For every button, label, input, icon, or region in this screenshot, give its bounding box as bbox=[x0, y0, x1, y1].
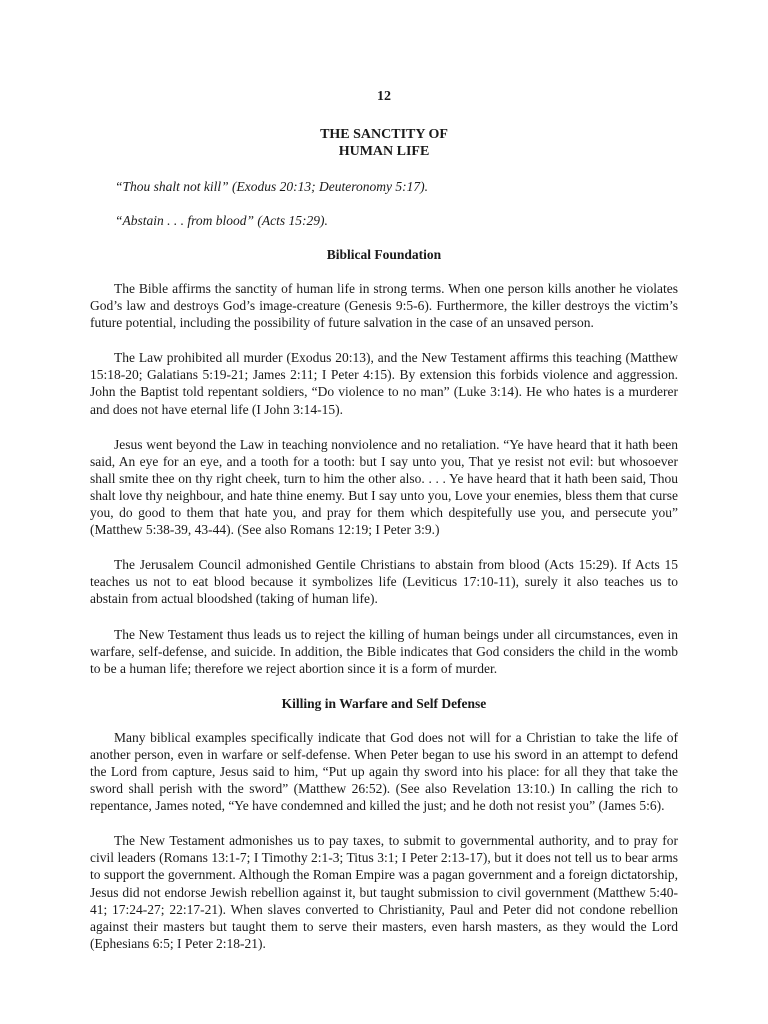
chapter-title-line-2: HUMAN LIFE bbox=[338, 144, 430, 159]
section-heading: Killing in Warfare and Self Defense bbox=[281, 695, 487, 711]
section-heading: Biblical Foundation bbox=[326, 247, 442, 262]
paragraph: The Jerusalem Council admonished Gentile Christians to abstain from blood (Acts 15:29). If Acts 15 teaches us not to eat blood because it symbolizes life (Leviticus 17:10-11), surely it also teaches us to abstain from actual bloodshed (taking of human life). bbox=[90, 557, 678, 607]
paragraph: The Law prohibited all murder (Exodus 20:13), and the New Testament affirms this teaching (Matthew 15:18-20; Galatians 5:19-21; James 2:11; I Peter 4:15). By extension this forbids violence and aggression. John the Baptist told repentant soldiers, “Do violence to no man” (Luke 3:14). He who hates is a murderer and does not have eternal life (I John 3:14-15). bbox=[90, 350, 678, 417]
paragraph: The New Testament thus leads us to reject the killing of human beings under all circumstances, even in warfare, self-defense, and suicide. In addition, the Bible indicates that God considers the child in the womb to be a human life; therefore we reject abortion since it is a form of murder. bbox=[90, 626, 678, 676]
paragraph: The New Testament admonishes us to pay taxes, to submit to governmental authority, and to pray for civil leaders (Romans 13:1-7; I Timothy 2:1-3; Titus 3:1; I Peter 2:13-17), but it does not tell us to bear arms to support the government. Although the Roman Empire was a pagan government and a foreign dictatorship, Jesus did not endorse Jewish rebellion against it, but taught submission to civil government (Matthew 5:40-41; 17:24-27; 22:17-21). When slaves converted to Christianity, Paul and Peter did not condone rebellion against their masters but taught them to serve their masters, even harsh masters, as they would the Lord (Ephesians 6:5; I Peter 2:18-21). bbox=[90, 833, 678, 951]
paragraph: Jesus went beyond the Law in teaching nonviolence and no retaliation. “Ye have heard that it hath been said, An eye for an eye, and a tooth for a tooth: but I say unto you, That ye resist not evil: but whosoever shall smite thee on thy right cheek, turn to him the other also. . . . Ye have heard that it hath been said, Thou shalt love thy neighbour, and hate thine enemy. But I say unto you, Love your enemies, bless them that curse you, do good to them that hate you, and pray for them which despitefully use you, and persecute you” (Matthew 5:38-39, 43-44). (See also Romans 12:19; I Peter 3:9.) bbox=[90, 436, 678, 538]
chapter-number: 12 bbox=[377, 89, 391, 104]
chapter-title-line-1: THE SANCTITY OF bbox=[320, 127, 448, 142]
paragraph: Many biblical examples specifically indicate that God does not will for a Christian to take the life of another person, even in warfare or self-defense. When Peter began to use his sword in an attempt to defend the Lord from capture, Jesus said to him, “Put up again thy sword into his place: for all they that take the sword shall perish with the sword” (Matthew 26:52). (See also Revelation 13:10.) In calling the rich to repentance, James noted, “Ye have condemned and killed the just; and he doth not resist you” (James 5:6). bbox=[90, 729, 678, 814]
epigraph-exodus: “Thou shalt not kill” (Exodus 20:13; Deuteronomy 5:17). bbox=[115, 179, 428, 194]
paragraph: The Bible affirms the sanctity of human life in strong terms. When one person kills another he violates God’s law and destroys God’s image-creature (Genesis 9:5-6). Furthermore, the killer destroys the victim’s future potential, including the possibility of future salvation in the case of an unsaved person. bbox=[90, 281, 678, 331]
chapter-title bbox=[90, 126, 678, 160]
epigraph-acts: “Abstain . . . from blood” (Acts 15:29). bbox=[115, 213, 328, 228]
document-page bbox=[90, 88, 678, 970]
section-killing-in-warfare bbox=[90, 695, 678, 952]
section-biblical-foundation bbox=[90, 246, 678, 677]
